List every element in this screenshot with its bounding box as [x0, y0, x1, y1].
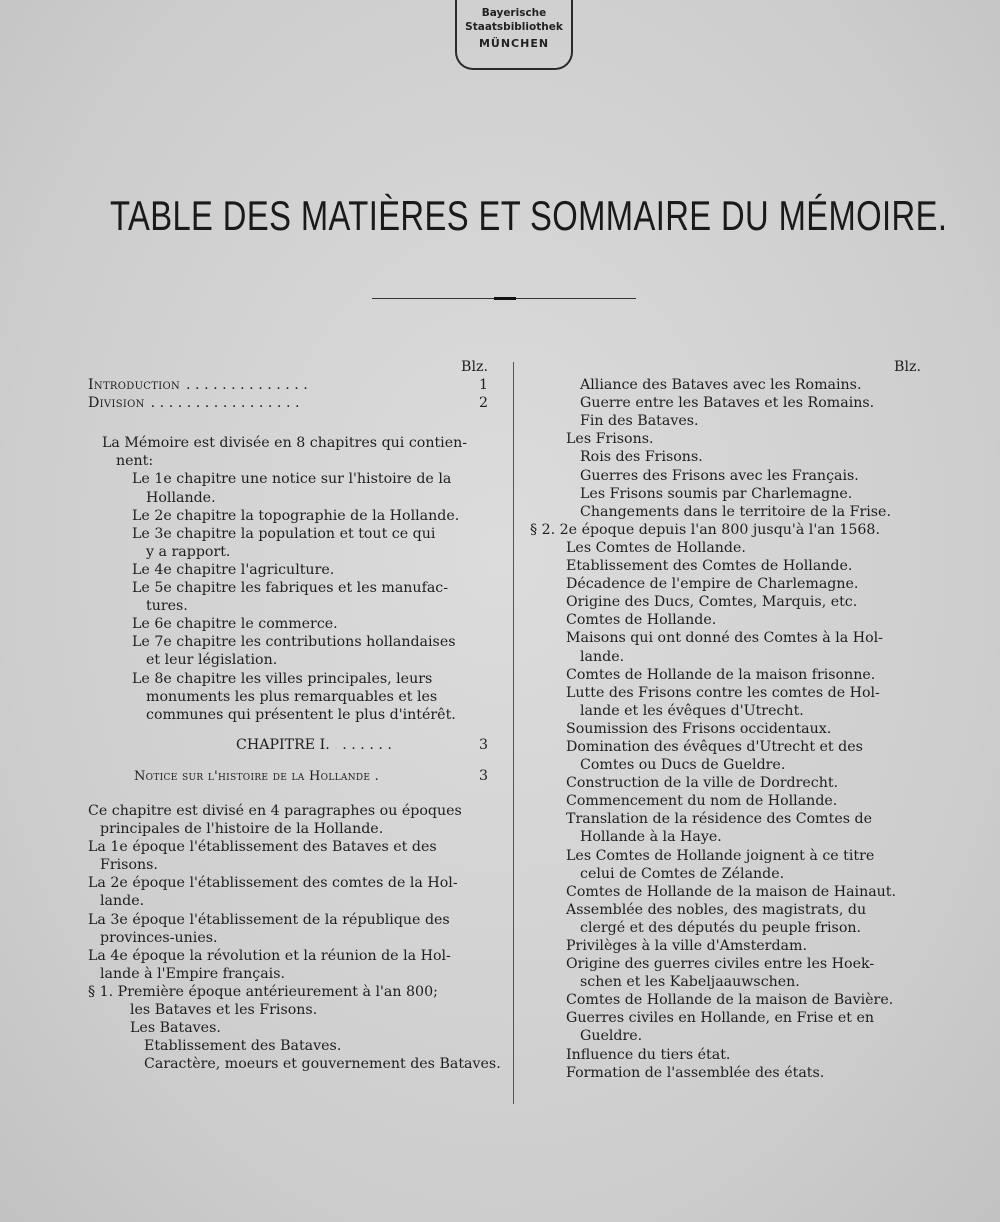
right-line: Formation de l'assemblée des états.: [566, 1064, 825, 1081]
title-rule-center: [494, 297, 516, 300]
paragraph-line: Caractère, moeurs et gouvernement des Bataves.: [144, 1056, 501, 1073]
right-line: Décadence de l'empire de Charlemagne.: [566, 576, 859, 593]
toc-entry-label: Division: [88, 395, 145, 412]
right-line: Soumission des Frisons occidentaux.: [566, 720, 832, 737]
right-line: § 2. 2e époque depuis l'an 800 jusqu'à l'an 1568.: [530, 521, 880, 538]
right-line: Origine des Ducs, Comtes, Marquis, etc.: [566, 594, 858, 611]
chapter-list-line: Le 3e chapitre la population et tout ce qui: [132, 525, 436, 542]
right-line: Hollande à la Haye.: [580, 829, 722, 846]
right-line: Privilèges à la ville d'Amsterdam.: [566, 938, 807, 954]
chapter-list-line: y a rapport.: [146, 543, 231, 560]
paragraph-line: La 2e époque l'établissement des comtes de la Hol-: [88, 875, 458, 892]
chapter-list-line: Le 5e chapitre les fabriques et les manufac-: [132, 580, 449, 597]
right-line: Les Frisons soumis par Charlemagne.: [580, 485, 853, 502]
chapter-list-line: Le 6e chapitre le commerce.: [132, 616, 338, 633]
right-column: [530, 358, 925, 1082]
toc-entry-dots: . . . . . . . . . . . . . .: [186, 377, 308, 394]
toc-entry-page: 2: [478, 395, 488, 412]
paragraph-line: principales de l'histoire de la Hollande.: [100, 821, 384, 838]
toc-entry-dots: . . . . . . . . . . . . . . . . .: [150, 395, 300, 412]
right-line: Construction de la ville de Dordrecht.: [566, 775, 839, 792]
right-line: Translation de la résidence des Comtes de: [566, 811, 872, 828]
right-line: Les Frisons.: [566, 431, 654, 448]
paragraph-line: provinces-unies.: [100, 929, 218, 946]
intro-line: nent:: [116, 453, 154, 470]
paragraph-line: Etablissement des Bataves.: [144, 1038, 342, 1055]
stamp-line-1: Bayerische: [481, 7, 547, 19]
right-line: Origine des guerres civiles entre les Hoek-: [566, 956, 875, 973]
right-line: Commencement du nom de Hollande.: [566, 793, 838, 810]
chapter-list-line: communes qui présentent le plus d'intérêt.: [146, 706, 456, 723]
toc-entry: [88, 376, 488, 394]
right-line: Alliance des Bataves avec les Romains.: [580, 377, 862, 394]
notice-heading: [88, 767, 488, 785]
paragraph-line: La 3e époque l'établissement de la république des: [88, 911, 450, 928]
paragraph-line: La 4e époque la révolution et la réunion de la Hol-: [88, 947, 451, 964]
chapter-list-line: Hollande.: [146, 489, 216, 506]
right-line: Les Comtes de Hollande joignent à ce titre: [566, 847, 875, 864]
right-line: Comtes de Hollande.: [566, 612, 717, 629]
chapter-heading-page: 3: [478, 736, 488, 753]
right-line: clergé et des députés du peuple frison.: [580, 919, 862, 936]
chapter-list-line: Le 8e chapitre les villes principales, leurs: [132, 670, 433, 687]
intro-line: La Mémoire est divisée en 8 chapitres qui contien-: [102, 435, 468, 452]
right-line: Etablissement des Comtes de Hollande.: [566, 558, 853, 575]
paragraph-line: Frisons.: [100, 857, 158, 874]
right-line: Les Comtes de Hollande.: [566, 539, 746, 556]
chapter-list-line: Le 1e chapitre une notice sur l'histoire de la: [132, 471, 452, 488]
notice-heading-label: Notice sur l'histoire de la Hollande .: [134, 768, 380, 784]
paragraph-line: lande.: [100, 893, 145, 910]
right-line: Lutte des Frisons contre les comtes de Hol-: [566, 684, 880, 701]
toc-entry-page: 1: [478, 377, 488, 394]
right-line: Domination des évêques d'Utrecht et des: [566, 738, 863, 755]
paragraph-line: § 1. Première époque antérieurement à l'an 800;: [88, 983, 438, 1000]
right-line: celui de Comtes de Zélande.: [580, 865, 785, 882]
right-line: lande et les évêques d'Utrecht.: [580, 702, 804, 719]
chapter-list-line: tures.: [146, 598, 188, 615]
right-line: Comtes de Hollande de la maison frisonne.: [566, 666, 876, 683]
left-column: [88, 358, 501, 1073]
toc-entry: [88, 394, 488, 412]
right-line: schen et les Kabeljaauwschen.: [580, 974, 800, 991]
paragraph-line: La 1e époque l'établissement des Bataves et des: [88, 839, 437, 856]
column-separator: [513, 362, 514, 1104]
right-line: lande.: [580, 648, 625, 665]
right-line: Gueldre.: [580, 1028, 643, 1045]
chapter-list-line: Le 4e chapitre l'agriculture.: [132, 561, 335, 578]
title-rule-right: [516, 298, 636, 299]
chapter-heading-label: CHAPITRE I.: [236, 736, 330, 753]
page-title: TABLE DES MATIÈRES ET SOMMAIRE DU MÉMOIRE.: [110, 192, 948, 239]
paragraph-line: les Bataves et les Frisons.: [130, 1002, 318, 1018]
chapter-heading-dots: . . . . . .: [342, 736, 392, 753]
stamp-line-3: MÜNCHEN: [478, 37, 550, 50]
right-line: Comtes de Hollande de la maison de Bavière.: [566, 992, 894, 1009]
paragraph-line: Ce chapitre est divisé en 4 paragraphes ou époques: [88, 802, 462, 819]
right-line: Assemblée des nobles, des magistrats, du: [566, 901, 867, 918]
toc-entry-label: Introduction: [88, 377, 181, 394]
left-blz-header: Blz.: [461, 359, 488, 375]
right-line: Comtes de Hollande de la maison de Hainaut.: [566, 883, 897, 900]
stamp-line-2: Staatsbibliothek: [465, 21, 563, 33]
right-line: Influence du tiers état.: [566, 1046, 731, 1063]
right-line: Guerres des Frisons avec les Français.: [580, 467, 859, 484]
right-line: Guerre entre les Bataves et les Romains.: [580, 395, 875, 412]
chapter-list-line: Le 2e chapitre la topographie de la Hollande.: [132, 507, 460, 524]
right-line: Maisons qui ont donné des Comtes à la Hol-: [566, 630, 883, 647]
notice-heading-page: 3: [478, 767, 488, 784]
chapter-list-line: et leur législation.: [146, 652, 278, 669]
chapter-heading: [88, 736, 488, 754]
paragraph-line: Les Bataves.: [130, 1020, 221, 1037]
chapter-list-line: Le 7e chapitre les contributions hollandaises: [132, 634, 456, 651]
right-blz-header: Blz.: [894, 359, 921, 375]
title-rule-left: [372, 298, 494, 299]
right-line: Guerres civiles en Hollande, en Frise et en: [566, 1010, 875, 1027]
right-line: Changements dans le territoire de la Frise.: [580, 503, 891, 520]
right-line: Fin des Bataves.: [580, 413, 699, 430]
right-line: Comtes ou Ducs de Gueldre.: [580, 757, 786, 774]
right-line: Rois des Frisons.: [580, 449, 703, 466]
chapter-list-line: monuments les plus remarquables et les: [146, 688, 438, 705]
library-stamp: [455, 0, 573, 70]
paragraph-line: lande à l'Empire français.: [100, 965, 286, 982]
